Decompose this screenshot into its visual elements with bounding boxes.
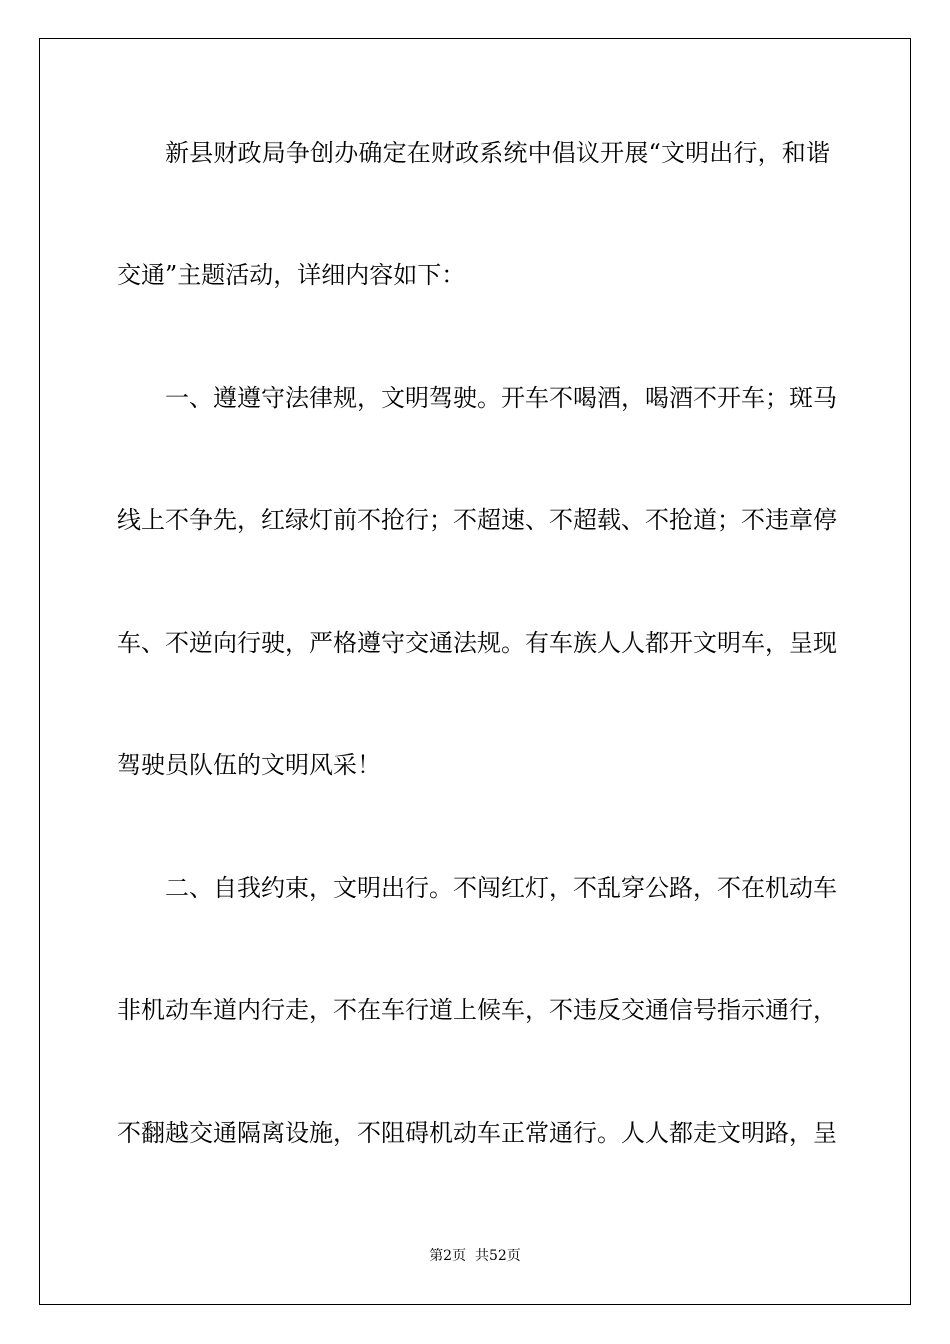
paragraph-3-line-1: 二、自我约束，文明出行。不闯红灯，不乱穿公路，不在机动车 (165, 874, 837, 902)
paragraph-3-line-3: 不翻越交通隔离设施，不阻碍机动车正常通行。人人都走文明路，呈 (117, 1119, 837, 1147)
paragraph-1-line-2: 交通”主题活动，详细内容如下： (117, 261, 466, 289)
paragraph-3-line-2: 非机动车道内行走，不在车行道上候车，不违反交通信号指示通行， (117, 996, 837, 1024)
page-number-footer: 第2页 共52页 (429, 1248, 521, 1264)
paragraph-1-line-1: 新县财政局争创办确定在财政系统中倡议开展“文明出行，和谐 (165, 139, 830, 167)
paragraph-2-line-4: 驾驶员队伍的文明风采！ (117, 751, 381, 779)
paragraph-2-line-1: 一、遵遵守法律规，文明驾驶。开车不喝酒，喝酒不开车；斑马 (165, 384, 837, 412)
page-frame (39, 38, 911, 1305)
paragraph-2-line-3: 车、不逆向行驶，严格遵守交通法规。有车族人人都开文明车，呈现 (117, 629, 837, 657)
paragraph-2-line-2: 线上不争先，红绿灯前不抢行；不超速、不超载、不抢道；不违章停 (117, 506, 837, 534)
